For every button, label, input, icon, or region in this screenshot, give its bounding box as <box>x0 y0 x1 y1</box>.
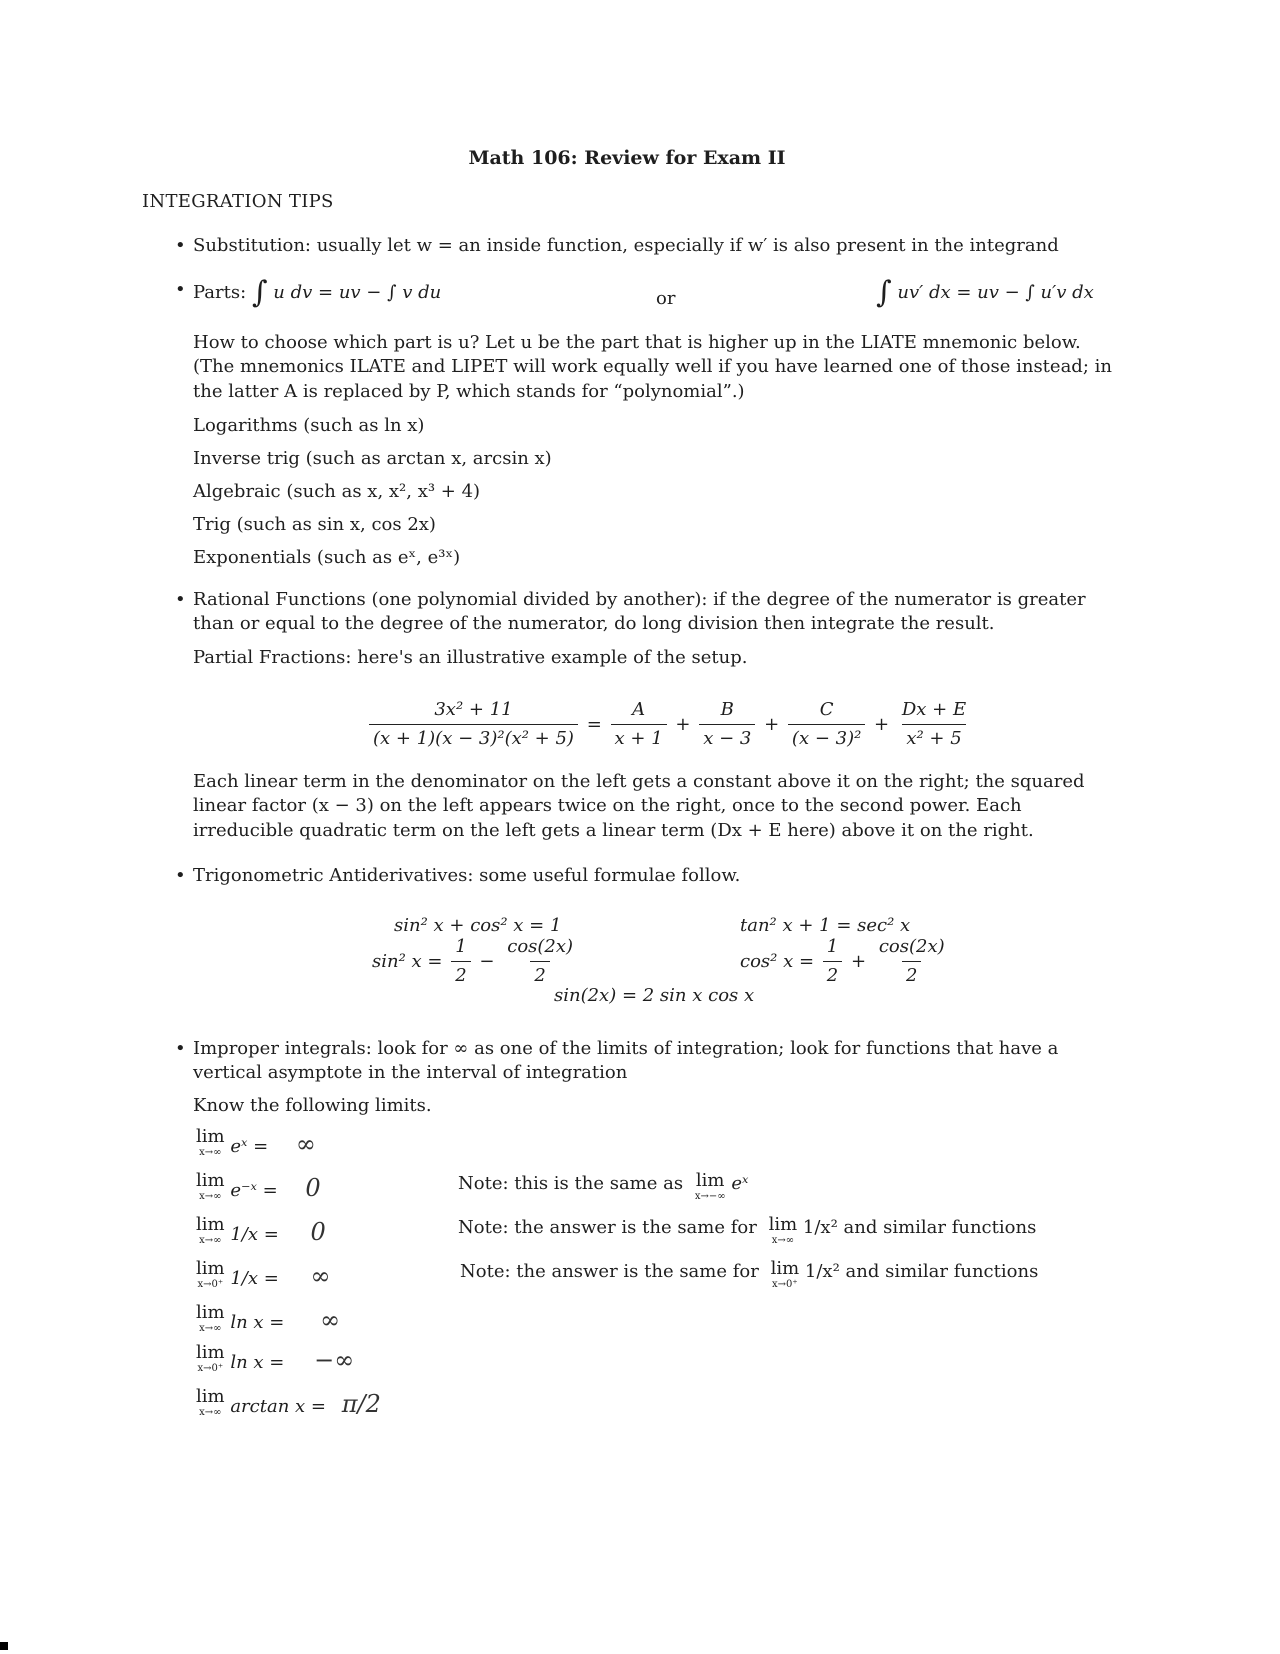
limit-row: lim x→∞ arctan x = π/2 <box>196 1386 381 1418</box>
improper-text: Improper integrals: look for ∞ as one of the limits of integration; look for functions that have a vertical asymptote in the interval of integration <box>193 1038 1059 1084</box>
lhs-fraction: $\frac{\text{3x² + 11}}{\text{(x + 1)(x − 3)²(x² + 5)}}$ <box>369 698 578 752</box>
rational-item <box>193 588 1113 637</box>
limit-row: lim x→∞ ln x = ∞ <box>196 1302 341 1334</box>
trig-intro: Trigonometric Antiderivatives: some useful formulae follow. <box>193 865 741 886</box>
liate-exponentials: Exponentials (such as eˣ, e³ˣ) <box>193 547 461 568</box>
limit-row: lim x→∞ e⁻ˣ = 0 <box>196 1170 321 1202</box>
identity-sin-squared: sin² x = $\frac{1}{2}$ − $\frac{\cos(2x)}{2}$ <box>372 935 580 989</box>
term-a: $\frac{A}{x + 1}$ <box>611 698 667 752</box>
identity-double-angle: sin(2x) = 2 sin x cos x <box>554 985 755 1006</box>
note-row: Note: this is the same as lim x→−∞ eˣ <box>458 1170 749 1202</box>
integral-sign: ∫ <box>251 275 268 310</box>
term-b: $\frac{B}{x - 3}$ <box>699 698 755 752</box>
identity-pythagorean: sin² x + cos² x = 1 <box>394 915 562 936</box>
liate-inverse-trig: Inverse trig (such as arctan x, arcsin x) <box>193 448 552 469</box>
handwritten-answer: π/2 <box>341 1390 381 1418</box>
partial-fractions-explanation: Each linear term in the denominator on the left gets a constant above it on the right; the squared linear factor (x − 3) on the left appears twice on the right, once to the second power. Each irreducible quadratic term on the left gets a linear term (Dx + E here) above it on the right. <box>193 771 1085 841</box>
handwritten-answer: 0 <box>310 1218 326 1246</box>
trig-item <box>193 864 740 888</box>
parts-formula-right: uv′ dx = uv − ∫ u′v dx <box>897 282 1094 303</box>
identity-tan-sec: tan² x + 1 = sec² x <box>740 915 911 936</box>
improper-item <box>193 1037 1113 1086</box>
parts-item <box>193 275 442 310</box>
term-c: $\frac{C}{\text{(x − 3)²}}$ <box>788 698 865 752</box>
handwritten-answer: ∞ <box>295 1130 316 1158</box>
partial-fractions-intro: Partial Fractions: here's an illustrative example of the setup. <box>193 647 748 668</box>
identity-cos-squared: cos² x = $\frac{1}{2}$ + $\frac{\cos(2x)}{2}$ <box>740 935 952 989</box>
partial-fraction-equation: $\frac{\text{3x² + 11}}{\text{(x + 1)(x − 3)²(x² + 5)}}$ = $\frac{A}{x + 1}$ + $\frac{B}{x - 3}$ + $\frac{C}{\text{(x − 3)²}}$ + $\frac{Dx + E}{\text{x² + 5}}$ <box>366 698 973 752</box>
know-limits: Know the following limits. <box>193 1095 432 1116</box>
section-heading: INTEGRATION TIPS <box>142 191 334 212</box>
parts-label: Parts: <box>193 282 247 303</box>
scan-mark <box>0 1642 8 1650</box>
rational-text: Rational Functions (one polynomial divided by another): if the degree of the numerator is greater than or equal to the degree of the numerator, do long division then integrate the result. <box>193 589 1086 635</box>
liate-trig: Trig (such as sin x, cos 2x) <box>193 514 436 535</box>
handwritten-answer: ∞ <box>310 1262 331 1290</box>
limit-row: lim x→0⁺ 1/x = ∞ <box>196 1258 331 1290</box>
limit-row: lim x→0⁺ ln x = −∞ <box>196 1342 355 1374</box>
limit-row: lim x→∞ 1/x = 0 <box>196 1214 326 1246</box>
note-row: Note: the answer is the same for lim x→0⁺ 1/x² and similar functions <box>460 1258 1039 1290</box>
note-row: Note: the answer is the same for lim x→∞ 1/x² and similar functions <box>458 1214 1037 1246</box>
substitution-text: Substitution: usually let w = an inside function, especially if w′ is also present in the integrand <box>193 235 1059 256</box>
handwritten-answer: 0 <box>305 1174 321 1202</box>
integral-sign: ∫ <box>876 275 892 310</box>
substitution-item <box>193 234 1133 258</box>
handwritten-answer: −∞ <box>314 1346 355 1374</box>
page-title: Math 106: Review for Exam II <box>468 147 786 169</box>
limit-row: lim x→∞ eˣ = ∞ <box>196 1126 316 1158</box>
handwritten-answer: ∞ <box>320 1306 341 1334</box>
parts-or: or <box>656 288 676 309</box>
liate-algebraic: Algebraic (such as x, x², x³ + 4) <box>193 481 481 502</box>
parts-right-formula <box>876 275 1094 310</box>
parts-formula-left: u dv = uv − ∫ v du <box>273 282 442 303</box>
liate-logarithms: Logarithms (such as ln x) <box>193 415 425 436</box>
parts-how-to: How to choose which part is u? Let u be the part that is higher up in the LIATE mnemonic below. (The mnemonics ILATE and LIPET will work equally well if you have learned one of those instead; in the latter A is replaced by P, which stands for “polynomial”.) <box>193 332 1112 402</box>
term-d: $\frac{Dx + E}{\text{x² + 5}}$ <box>898 698 970 752</box>
